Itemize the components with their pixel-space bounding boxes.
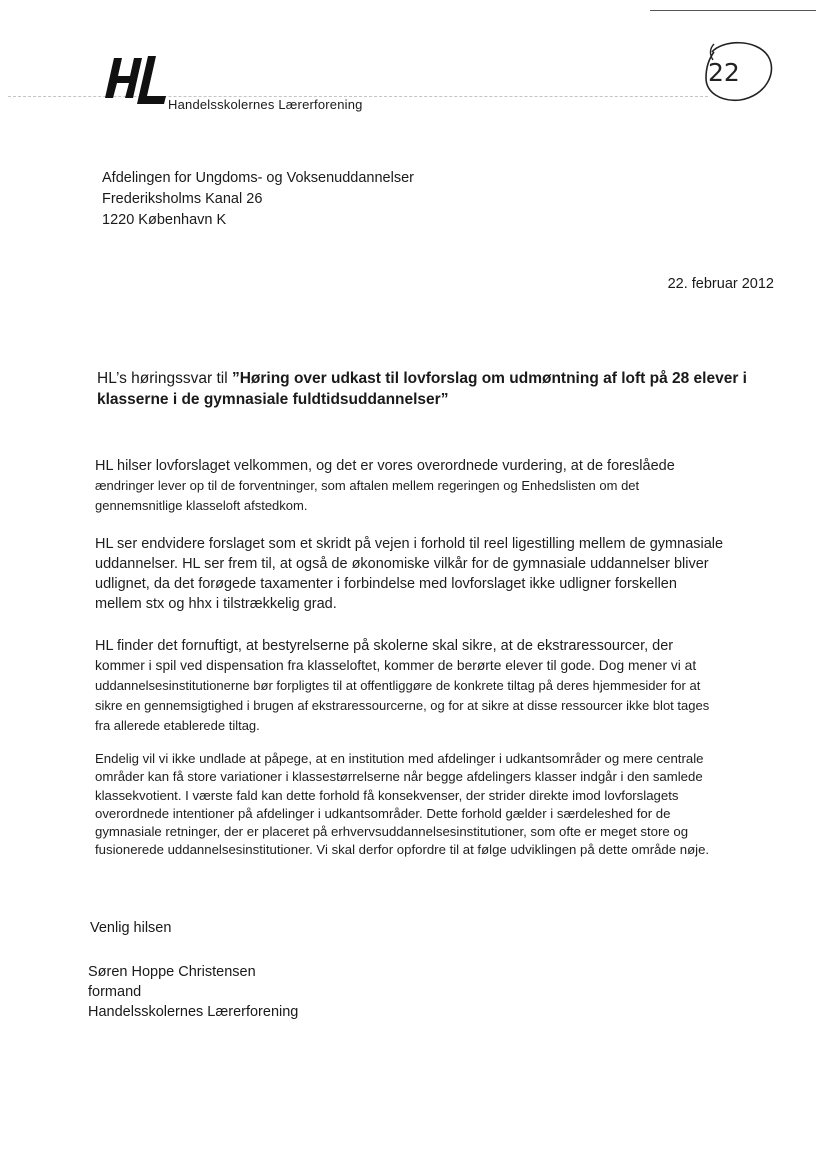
body-paragraph-1 [95, 456, 785, 516]
paragraph-line: HL ser endvidere forslaget som et skridt på vejen i forhold til reel ligestilling mellem de gymnasiale [95, 536, 724, 552]
paragraph-line: fra allerede etablerede tiltag. [95, 718, 260, 733]
recipient-department: Afdelingen for Ungdoms- og Voksenuddannelser [102, 170, 414, 186]
recipient-address [102, 168, 414, 231]
recipient-city: 1220 København K [102, 212, 227, 228]
signer-organization: Handelsskolernes Lærerforening [88, 1004, 299, 1020]
recipient-street: Frederiksholms Kanal 26 [102, 191, 263, 207]
paragraph-line: kommer i spil ved dispensation fra klasseloftet, kommer de berørte elever til gode. Dog mener vi at [95, 658, 697, 673]
closing-greeting: Venlig hilsen [90, 920, 172, 936]
paragraph-line: mellem stx og hhx i tilstrækkelig grad. [95, 596, 337, 612]
body-paragraph-3 [95, 636, 785, 736]
paragraph-line: fusionerede uddannelsesinstitutioner. Vi skal derfor opfordre til at følge udviklingen på dette område nøje. [95, 842, 710, 858]
paragraph-line: områder kan få store variationer i klassestørrelserne når begge afdelingers klasser indgår i den samlede [95, 769, 703, 785]
signer-role: formand [88, 984, 142, 1000]
letter-date: 22. februar 2012 [667, 276, 774, 292]
paragraph-line: udlignet, da det forøgede taxamenter i forbindelse med lovforslaget ikke udligner forskellen [95, 576, 677, 592]
subject-prefix: HL’s høringssvar til [97, 370, 232, 387]
paragraph-line: klassekvotient. I værste fald kan dette forhold få konsekvenser, der strider direkte imod lovforslagets [95, 787, 679, 803]
paragraph-line: sikre en gennemsigtighed i brugen af ekstraressourcerne, og for at sikre at disse ressourcer ikke blot tages [95, 698, 710, 713]
body-paragraph-2 [95, 534, 785, 614]
paragraph-line: uddannelsesinstitutionerne bør forpligtes til at offentliggøre de konkrete tiltag på deres hjemmesider for at [95, 678, 701, 693]
signer-name: Søren Hoppe Christensen [88, 964, 256, 980]
paragraph-line: gennemsnitlige klasseloft afstedkom. [95, 498, 308, 513]
letter-subject [97, 368, 777, 410]
paragraph-line: gymnasiale retninger, der er placeret på erhvervsuddannelsesinstitutioner, som ofte er meget store og [95, 824, 689, 840]
paragraph-line: uddannelser. HL ser frem til, at også de økonomiske vilkår for de gymnasiale uddannelser bliver [95, 556, 709, 572]
paragraph-line: HL hilser lovforslaget velkommen, og det er vores overordnede vurdering, at de foreslåede [95, 458, 675, 474]
paragraph-line: ændringer lever op til de forventninger, som aftalen mellem regeringen og Enhedslisten om det [95, 478, 640, 493]
body-paragraph-4 [95, 750, 785, 860]
organization-name: Handelsskolernes Lærerforening [168, 97, 363, 112]
stamp-number: 22 [708, 58, 740, 87]
paragraph-line: overordnede intentioner på afdelinger i udkantsområder. Dette forhold gælder i særdeleshed for de [95, 805, 671, 821]
paragraph-line: Endelig vil vi ikke undlade at påpege, at en institution med afdelinger i udkantsområder og mere centrale [95, 751, 704, 766]
hl-logo [104, 54, 166, 108]
signature-block [88, 962, 298, 1022]
subject-title-line2: klasserne i de gymnasiale fuldtidsuddannelser” [97, 391, 449, 408]
scan-edge-line [650, 10, 816, 11]
paragraph-line: HL finder det fornuftigt, at bestyrelserne på skolerne skal sikre, at de ekstraressourcer, der [95, 638, 674, 654]
subject-title-line1: ”Høring over udkast til lovforslag om udmøntning af loft på 28 elever i [231, 370, 747, 387]
